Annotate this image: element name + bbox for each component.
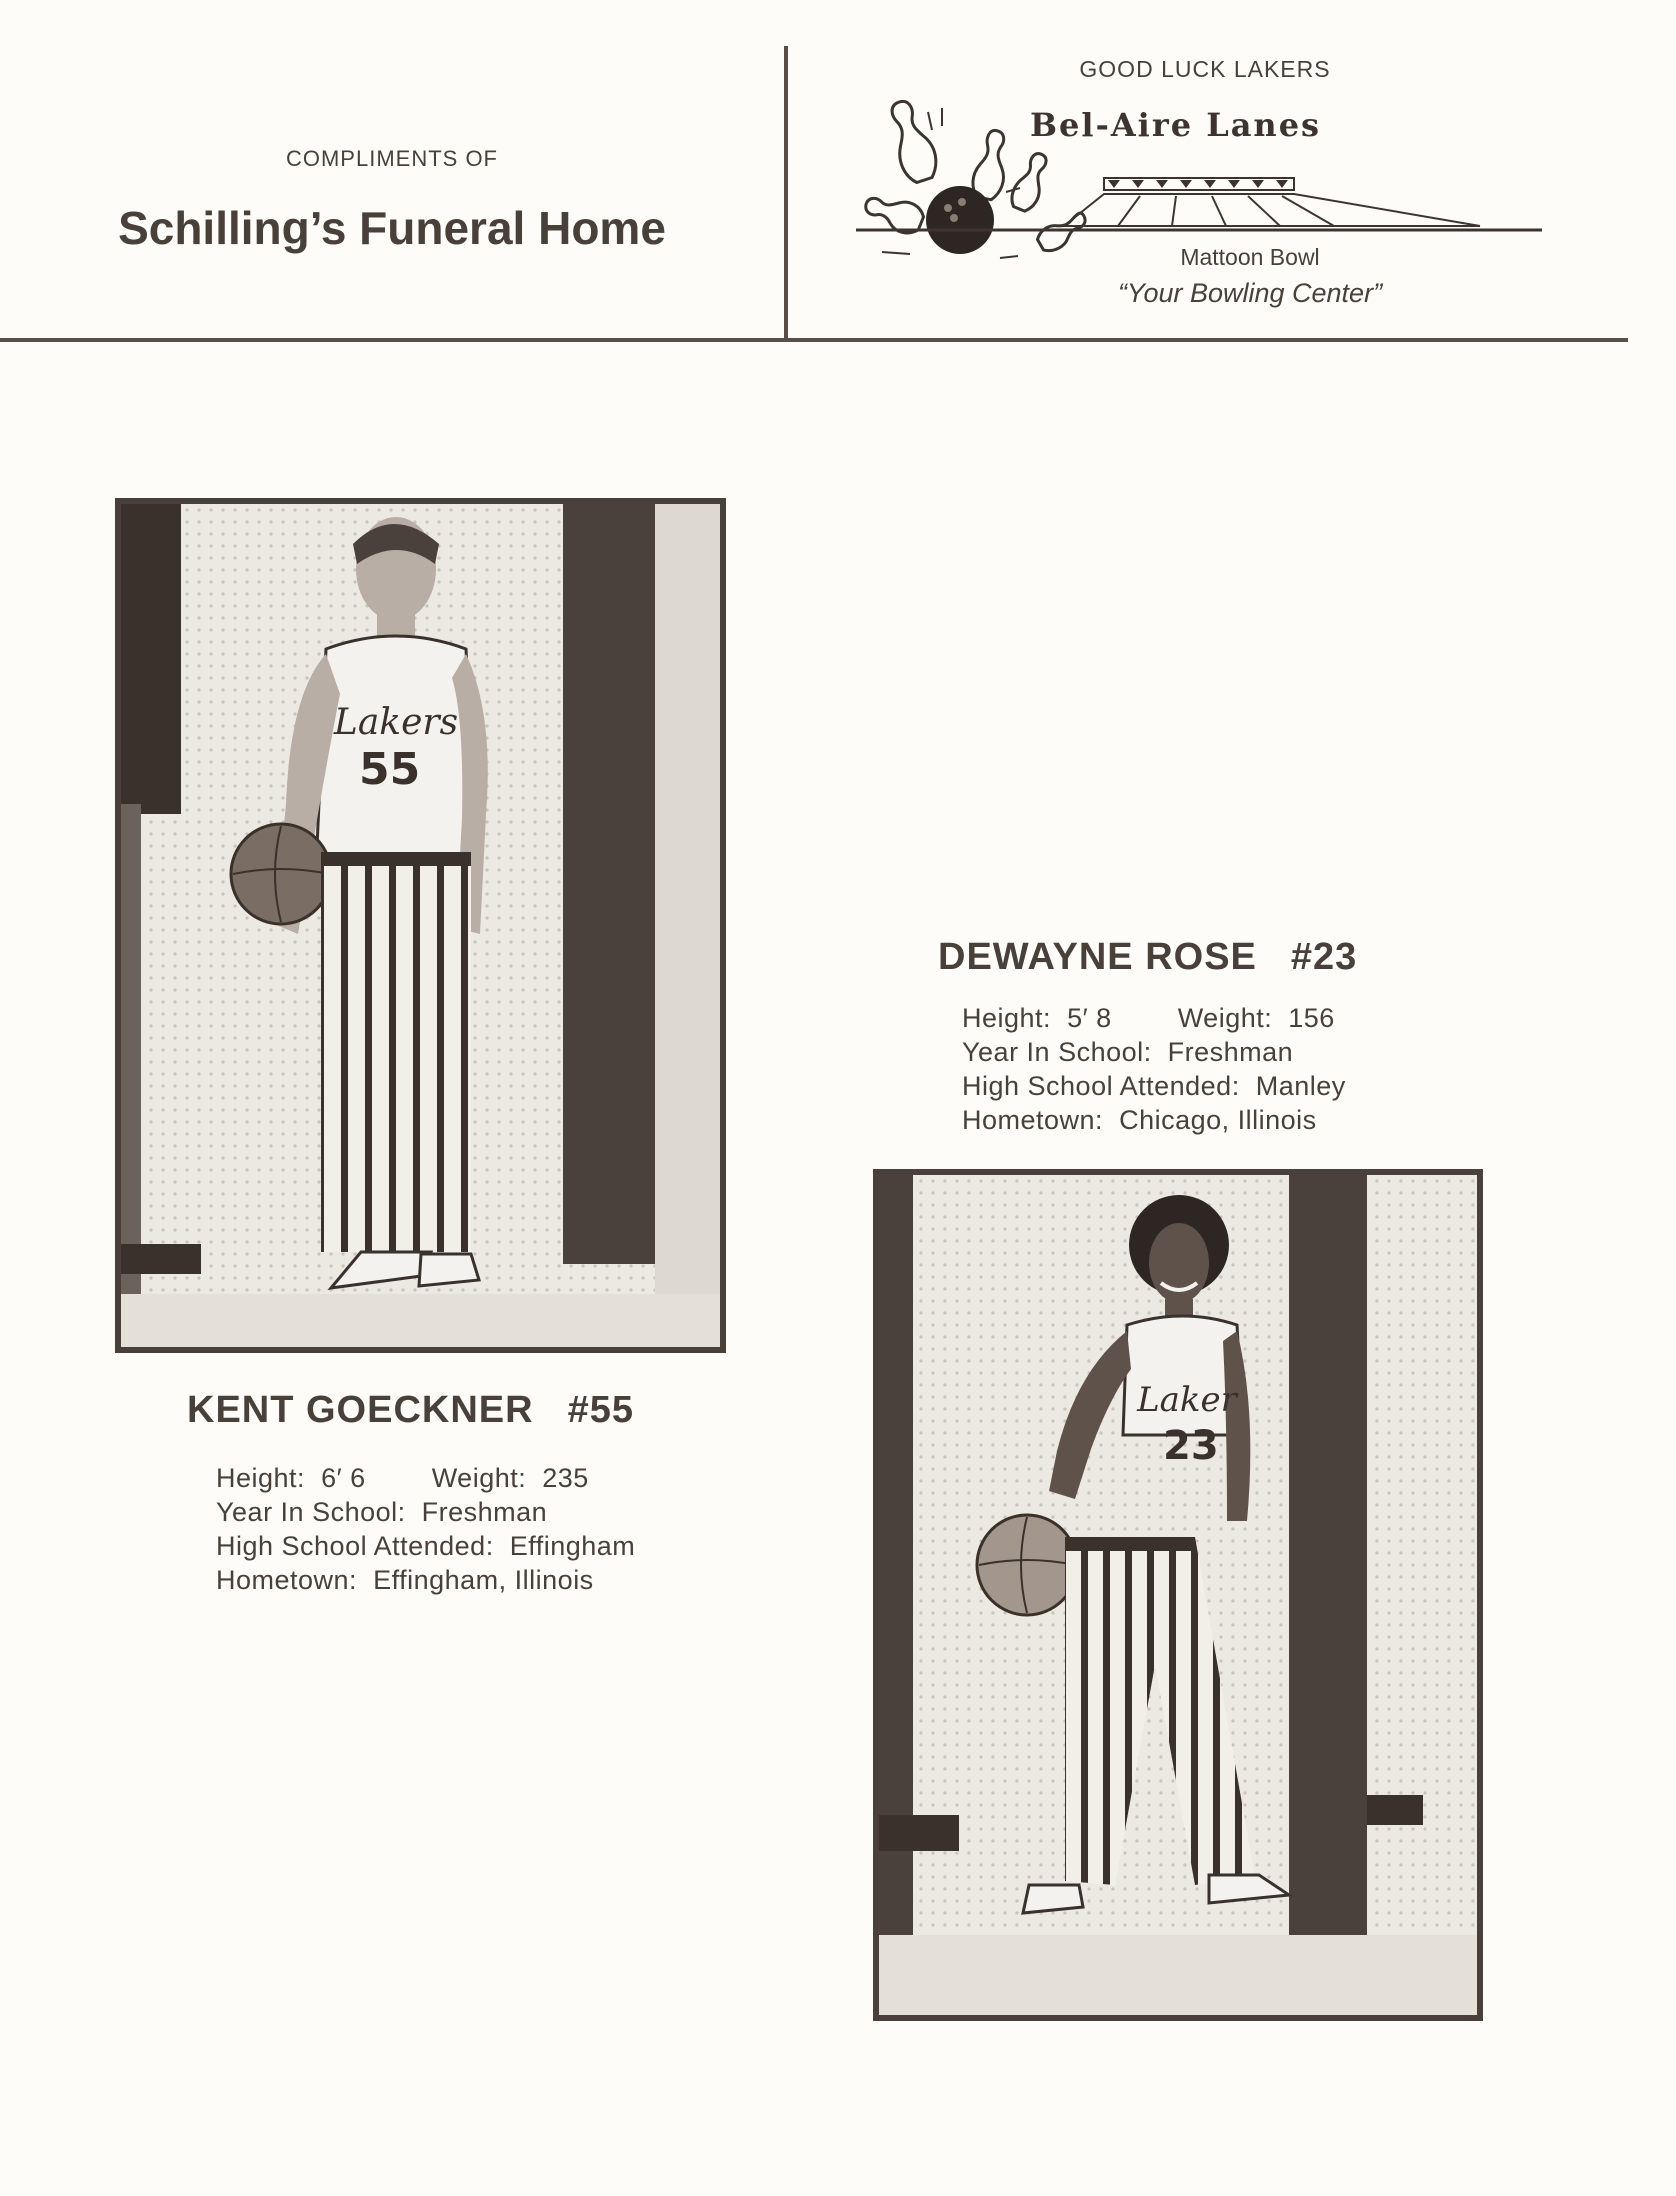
year-line xyxy=(216,1495,635,1529)
hometown-value: Chicago, Illinois xyxy=(1119,1105,1317,1135)
height-label: Height: xyxy=(962,1003,1052,1033)
height-label: Height: xyxy=(216,1463,306,1493)
player-number: #55 xyxy=(567,1389,634,1431)
school-value: Manley xyxy=(1255,1071,1346,1101)
header-horizontal-divider xyxy=(0,338,1628,342)
player-name-rose xyxy=(938,936,1357,979)
hometown-label: Hometown: xyxy=(216,1565,358,1595)
school-label: High School Attended: xyxy=(216,1531,494,1561)
hometown-line xyxy=(962,1103,1346,1137)
header-vertical-divider xyxy=(784,46,788,340)
height-weight-line xyxy=(962,1001,1346,1035)
hometown-label: Hometown: xyxy=(962,1105,1104,1135)
school-label: High School Attended: xyxy=(962,1071,1240,1101)
compliments-label: COMPLIMENTS OF xyxy=(285,146,498,171)
jersey-text: Lakers xyxy=(333,702,459,743)
player-name: DEWAYNE ROSE xyxy=(938,936,1257,978)
player-info-goeckner xyxy=(216,1461,635,1597)
year-label: Year In School: xyxy=(962,1037,1152,1067)
player-photo-goeckner xyxy=(115,498,726,1353)
hometown-line xyxy=(216,1563,635,1597)
school-value: Effingham xyxy=(509,1531,636,1561)
player-number: #23 xyxy=(1290,936,1358,978)
year-label: Year In School: xyxy=(216,1497,406,1527)
jersey-text: Laker xyxy=(1137,1380,1237,1420)
jersey-number: 23 xyxy=(1163,1423,1219,1469)
school-line xyxy=(962,1069,1346,1103)
weight-label: Weight: xyxy=(1177,1003,1273,1033)
player-name: KENT GOECKNER xyxy=(187,1389,534,1431)
bowling-alley-name: Bel-Aire Lanes xyxy=(1030,106,1322,144)
player-name-goeckner xyxy=(187,1389,634,1432)
year-line xyxy=(962,1035,1346,1069)
player-photo-rose xyxy=(873,1169,1483,2021)
hometown-value: Effingham, Illinois xyxy=(373,1565,594,1595)
good-luck-label: GOOD LUCK LAKERS xyxy=(1079,56,1331,82)
height-weight-line xyxy=(216,1461,635,1495)
year-value: Freshman xyxy=(421,1497,548,1527)
bowl-location: Mattoon Bowl xyxy=(1180,244,1320,270)
weight-label: Weight: xyxy=(431,1463,527,1493)
year-value: Freshman xyxy=(1167,1037,1294,1067)
player-info-rose xyxy=(962,1001,1346,1137)
height-value: 5′ 8 xyxy=(1067,1003,1112,1033)
height-value: 6′ 6 xyxy=(321,1463,366,1493)
weight-value: 156 xyxy=(1288,1003,1335,1033)
weight-value: 235 xyxy=(542,1463,589,1493)
jersey-number: 55 xyxy=(359,744,421,795)
funeral-home-name: Schilling’s Funeral Home xyxy=(118,202,666,254)
school-line xyxy=(216,1529,635,1563)
bowling-tagline: “Your Bowling Center” xyxy=(1117,278,1383,308)
